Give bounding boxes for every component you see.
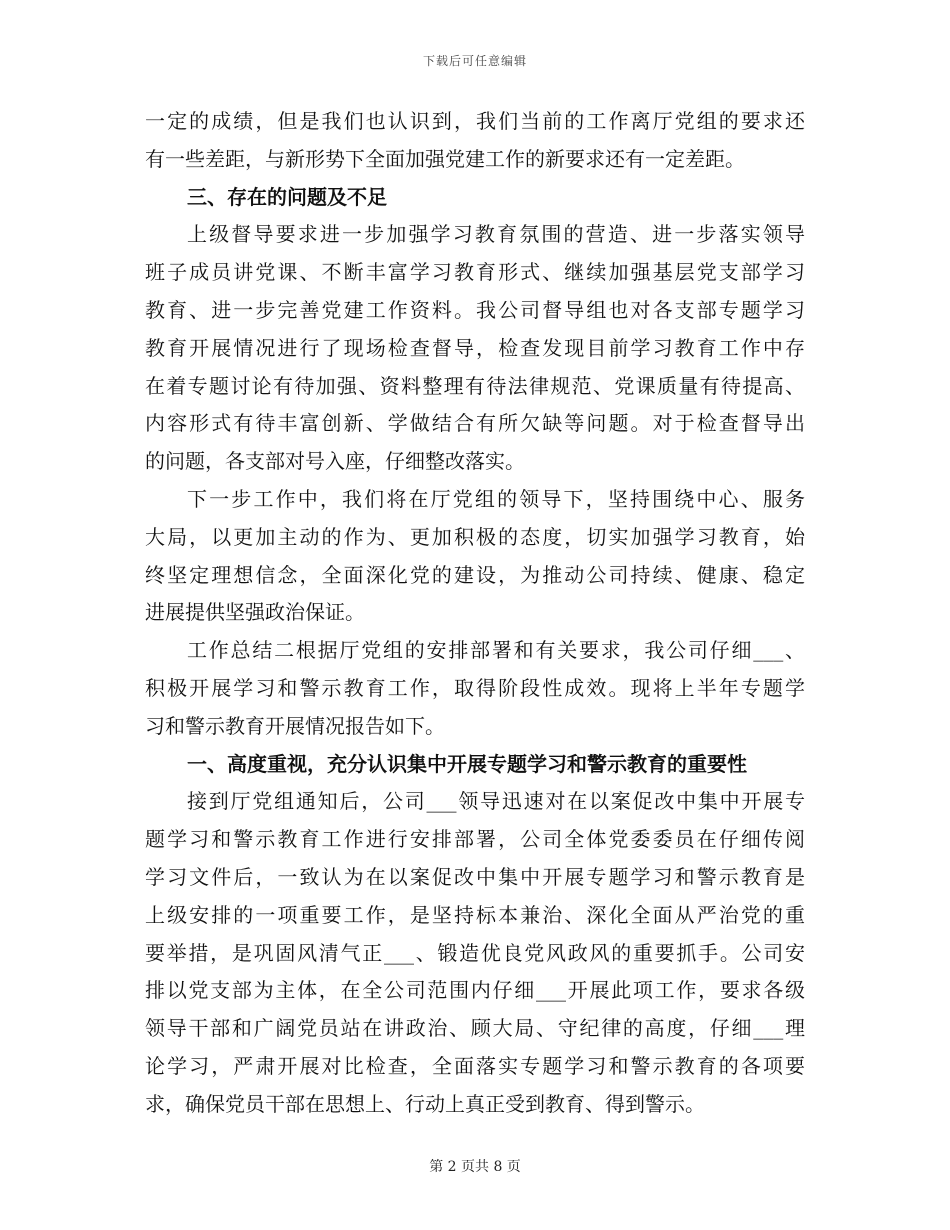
paragraph-line: 内容形式有待丰富创新、学做结合有所欠缺等问题。对于检查督导出 [145, 411, 805, 436]
paragraph-line: 积极开展学习和警示教育工作，取得阶段性成效。现将上半年专题学 [145, 675, 805, 700]
paragraph-line: 题学习和警示教育工作进行安排部署，公司全体党委委员在仔细传阅 [145, 827, 805, 852]
paragraph-line: 学习文件后，一致认为在以案促改中集中开展专题学习和警示教育是 [145, 864, 805, 889]
paragraph-line: 进展提供坚强政治保证。 [145, 600, 365, 625]
paragraph-line: 上级督导要求进一步加强学习教育氛围的营造、进一步落实领导 [187, 222, 805, 247]
paragraph-line: 在着专题讨论有待加强、资料整理有待法律规范、党课质量有待提高、 [145, 373, 805, 398]
paragraph-line: 求，确保党员干部在思想上、行动上真正受到教育、得到警示。 [145, 1091, 705, 1116]
document-body [145, 103, 805, 1124]
paragraph-line: 一定的成绩，但是我们也认识到，我们当前的工作离厅党组的要求还 [145, 109, 805, 133]
section-heading: 三、存在的问题及不足 [187, 184, 387, 209]
paragraph-line: 接到厅党组通知后，公司___领导迅速对在以案促改中集中开展专 [187, 789, 805, 814]
paragraph-line: 排以党支部为主体，在全公司范围内仔细___开展此项工作，要求各级 [145, 978, 805, 1003]
paragraph-line: 习和警示教育开展情况报告如下。 [145, 713, 445, 738]
paragraph-line: 上级安排的一项重要工作，是坚持标本兼治、深化全面从严治党的重 [145, 902, 805, 927]
paragraph-line: 教育、进一步完善党建工作资料。我公司督导组也对各支部专题学习 [145, 297, 805, 322]
paragraph-line: 大局，以更加主动的作为、更加积极的态度，切实加强学习教育，始 [145, 524, 805, 549]
paragraph-line: 下一步工作中，我们将在厅党组的领导下，坚持围绕中心、服务 [187, 486, 805, 511]
page-header: 下载后可任意编辑 [422, 54, 527, 68]
paragraph-line: 班子成员讲党课、不断丰富学习教育形式、继续加强基层党支部学习 [145, 260, 805, 285]
paragraph-line: 论学习，严肃开展对比检查，全面落实专题学习和警示教育的各项要 [145, 1053, 805, 1078]
paragraph-line: 工作总结二根据厅党组的安排部署和有关要求，我公司仔细___、 [187, 638, 805, 663]
paragraph-line: 有一些差距，与新形势下全面加强党建工作的新要求还有一定差距。 [145, 146, 745, 171]
paragraph-line: 教育开展情况进行了现场检查督导，检查发现目前学习教育工作中存 [145, 335, 805, 360]
paragraph-line: 领导干部和广阔党员站在讲政治、顾大局、守纪律的高度，仔细___理 [145, 1016, 805, 1041]
paragraph-line: 的问题，各支部对号入座，仔细整改落实。 [145, 449, 525, 474]
paragraph-line: 终坚定理想信念，全面深化党的建设，为推动公司持续、健康、稳定 [145, 562, 805, 587]
paragraph-line: 要举措，是巩固风清气正___、锻造优良党风政风的重要抓手。公司安 [145, 940, 805, 965]
section-heading: 一、高度重视，充分认识集中开展专题学习和警示教育的重要性 [187, 751, 747, 776]
page-footer: 第 2 页共 8 页 [429, 1159, 521, 1175]
